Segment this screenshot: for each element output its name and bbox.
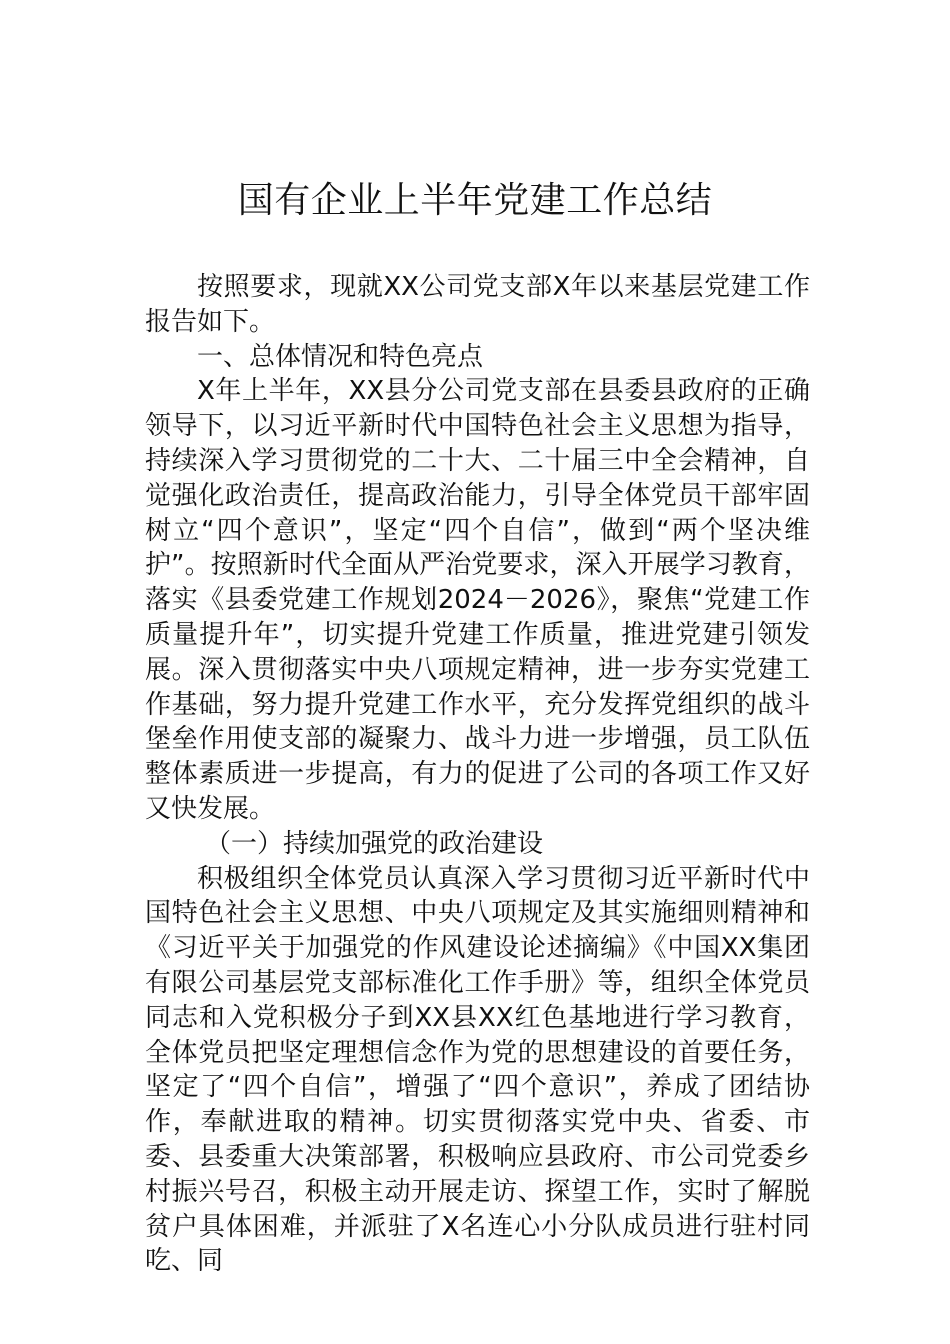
subsection-heading: （一）持续加强党的政治建设 [205, 828, 544, 859]
page-title: 国有企业上半年党建工作总结 [237, 180, 713, 221]
political-building-paragraph: 积极组织全体党员认真深入学习贯彻习近平新时代中国特色社会主义思想、中央八项规定及其实施细则精神和《习近平关于加强党的作风建设论述摘编》《中国XX集团有限公司基层党支部标准化工作手册》等，组织全体党员同志和入党积极分子到XX县XX红色基地进行学习教育，全体党员把坚定理想信念作为党的思想建设的首要任务，坚定了“四个自信”，增强了“四个意识”，养成了团结协作，奉献进取的精神。切实贯彻落实党中央、省委、市委、县委重大决策部署，积极响应县政府、市公司党委乡村振兴号召，积极主动开展走访、探望工作，实时了解脱贫户具体困难，并派驻了X名连心小分队成员进行驻村同吃、同 [145, 863, 810, 1277]
document-body [145, 270, 810, 1279]
section-heading: 一、总体情况和特色亮点 [197, 341, 484, 372]
overview-paragraph: X年上半年，XX县分公司党支部在县委县政府的正确领导下，以习近平新时代中国特色社会主义思想为指导，持续深入学习贯彻党的二十大、二十届三中全会精神，自觉强化政治责任，提高政治能力，引导全体党员干部牢固树立“四个意识”，坚定“四个自信”，做到“两个坚决维护”。按照新时代全面从严治党要求，深入开展学习教育，落实《县委党建工作规划2024－2026》，聚焦“党建工作质量提升年”，切实提升党建工作质量，推进党建引领发展。深入贯彻落实中央八项规定精神，进一步夯实党建工作基础，努力提升党建工作水平，充分发挥党组织的战斗堡垒作用使支部的凝聚力、战斗力进一步增强，员工队伍整体素质进一步提高，有力的促进了公司的各项工作又好又快发展。 [145, 376, 810, 824]
intro-paragraph: 按照要求，现就XX公司党支部X年以来基层党建工作报告如下。 [145, 272, 810, 337]
